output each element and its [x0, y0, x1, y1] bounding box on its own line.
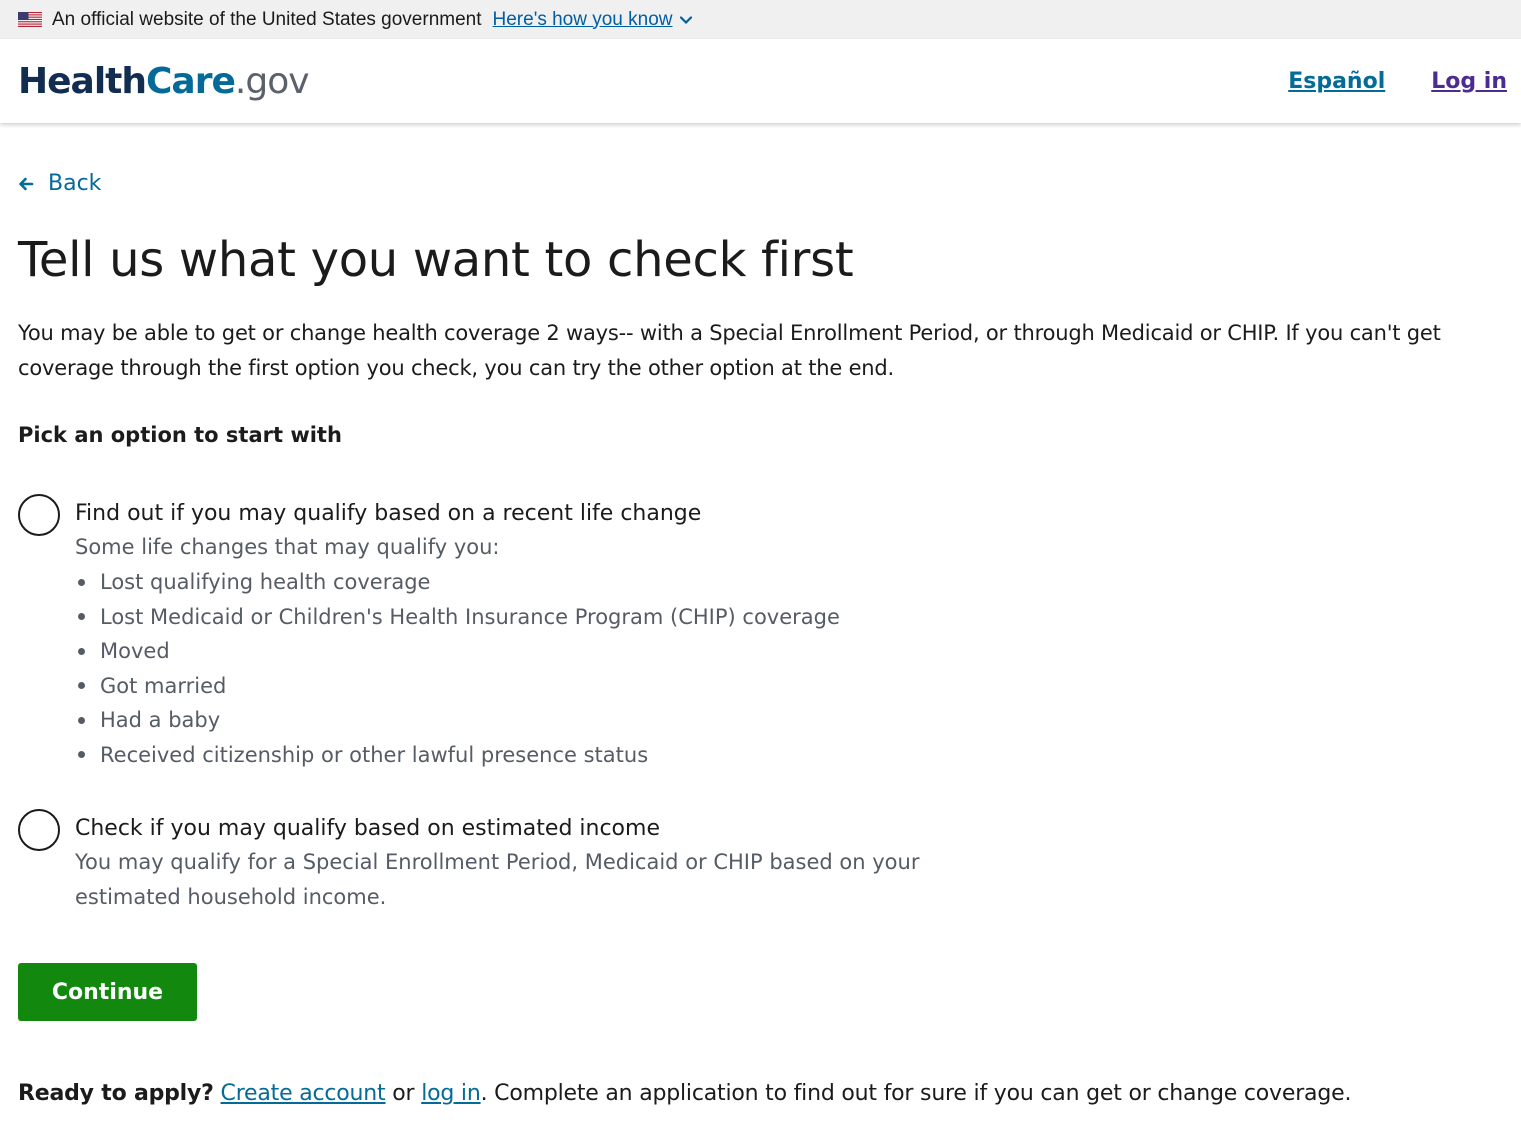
list-item	[75, 738, 840, 773]
list-item	[75, 565, 840, 600]
us-flag-icon	[18, 12, 42, 27]
radio-estimated-income[interactable]	[18, 809, 60, 851]
list-item-text: Lost qualifying health coverage	[100, 570, 431, 594]
bullet-icon	[78, 717, 85, 724]
heres-how-you-know-label[interactable]: Here's how you know	[492, 8, 673, 30]
gov-banner	[0, 0, 1521, 39]
list-item	[75, 669, 840, 704]
bullet-icon	[78, 751, 85, 758]
list-item	[75, 634, 840, 669]
back-link[interactable]	[18, 171, 101, 196]
footer-login-link[interactable]: log in	[421, 1081, 481, 1106]
list-item	[75, 600, 840, 635]
bullet-icon	[78, 648, 85, 655]
option-life-change-body	[75, 494, 840, 772]
official-website-text: An official website of the United States government	[52, 8, 482, 30]
apply-description-text: . Complete an application to find out for sure if you can get or change coverage.	[480, 1081, 1352, 1106]
bullet-icon	[78, 613, 85, 620]
option-estimated-income-label[interactable]: Check if you may qualify based on estimated income	[75, 816, 660, 841]
list-item-text: Moved	[100, 639, 170, 663]
header-login-link[interactable]: Log in	[1431, 68, 1507, 94]
option-estimated-income-hint: You may qualify for a Special Enrollment Period, Medicaid or CHIP based on your estimated household income.	[75, 850, 920, 909]
option-estimated-income[interactable]	[18, 809, 1503, 915]
option-estimated-income-body	[75, 809, 955, 915]
page-title: Tell us what you want to check first	[18, 232, 854, 288]
pick-option-legend: Pick an option to start with	[18, 423, 342, 447]
option-life-change-hint: Some life changes that may qualify you:	[75, 535, 500, 559]
back-label[interactable]: Back	[48, 171, 102, 196]
radio-life-change[interactable]	[18, 494, 60, 536]
bullet-icon	[78, 682, 85, 689]
healthcare-gov-logo[interactable]	[18, 61, 309, 102]
list-item-text: Had a baby	[100, 708, 221, 732]
or-text: or	[385, 1081, 422, 1106]
option-life-change[interactable]	[18, 494, 1503, 772]
list-item-text: Lost Medicaid or Children's Health Insurance Program (CHIP) coverage	[100, 604, 840, 629]
intro-text: You may be able to get or change health coverage 2 ways-- with a Special Enrollment Period, or through Medicaid or CHIP. If you can't get coverage through the first option you check, you can try the other option at the end.	[18, 321, 1441, 380]
main-content	[0, 123, 1521, 1106]
bullet-icon	[78, 579, 85, 586]
create-account-link[interactable]: Create account	[220, 1081, 386, 1106]
heres-how-you-know-link[interactable]	[493, 9, 693, 31]
option-life-change-label[interactable]: Find out if you may qualify based on a recent life change	[75, 501, 702, 526]
ready-to-apply-text	[18, 1081, 1503, 1106]
logo-gov-text[interactable]: .gov	[234, 60, 309, 102]
list-item-text: Received citizenship or other lawful presence status	[100, 742, 649, 767]
ready-to-apply-label: Ready to apply?	[18, 1081, 214, 1106]
continue-button[interactable]: Continue	[18, 963, 197, 1021]
life-change-list	[75, 565, 840, 772]
list-item	[75, 703, 840, 738]
logo-health-text[interactable]: Health	[18, 60, 147, 102]
arrow-left-icon[interactable]	[18, 176, 34, 192]
header-nav	[1288, 69, 1507, 94]
chevron-down-icon[interactable]	[679, 13, 693, 27]
list-item-text: Got married	[100, 673, 227, 698]
site-header	[0, 39, 1521, 123]
logo-care-text[interactable]: Care	[146, 60, 235, 102]
espanol-link[interactable]: Español	[1288, 68, 1386, 94]
